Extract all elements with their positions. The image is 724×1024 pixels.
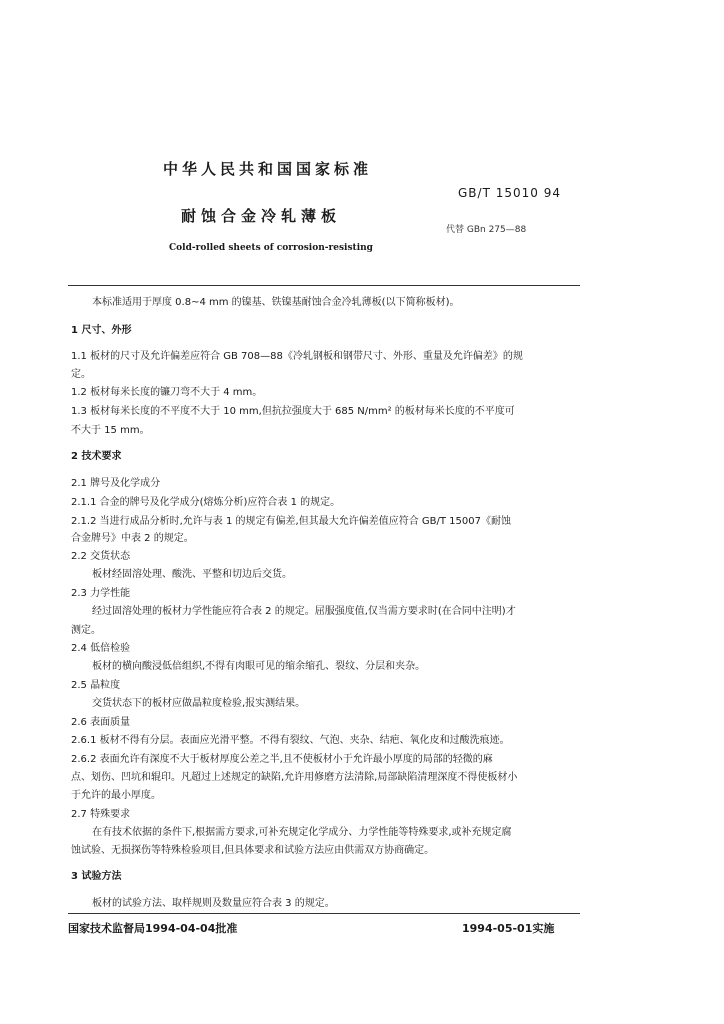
- issuing-body-title: 中华人民共和国国家标准: [163, 160, 373, 178]
- clause-2-6-2-line3: 于允许的最小厚度。: [71, 790, 161, 801]
- clause-1-1-line2: 定。: [71, 369, 91, 380]
- clause-2-6: 2.6 表面质量: [71, 717, 131, 728]
- clause-2-1-1: 2.1.1 合金的牌号及化学成分(熔炼分析)应符合表 1 的规定。: [71, 497, 341, 508]
- section-3-text: 板材的试验方法、取样规则及数量应符合表 3 的规定。: [92, 898, 335, 909]
- clause-2-5: 2.5 晶粒度: [71, 680, 121, 691]
- footer-divider: [68, 913, 580, 914]
- clause-2-7-text-line1: 在有技术依据的条件下,根据需方要求,可补充规定化学成分、力学性能等特殊要求,或补充规定腐: [92, 827, 512, 838]
- section-1-heading: 1 尺寸、外形: [71, 325, 132, 336]
- replaces-standard: 代替 GBn 275—88: [446, 225, 527, 235]
- clause-2-6-1: 2.6.1 板材不得有分层。表面应光滑平整。不得有裂纹、气泡、夹杂、结疤、氧化皮和过酸洗痕迹。: [71, 735, 510, 746]
- clause-2-3-text-line2: 测定。: [71, 625, 101, 636]
- clause-2-4: 2.4 低倍检验: [71, 643, 131, 654]
- clause-2-7: 2.7 特殊要求: [71, 809, 131, 820]
- clause-2-6-2-line2: 点、划伤、凹坑和辊印。凡超过上述规定的缺陷,允许用修磨方法清除,局部缺陷清理深度不得使板材小: [71, 772, 518, 783]
- section-2-heading: 2 技术要求: [71, 451, 122, 462]
- clause-2-1-2-line1: 2.1.2 当进行成品分析时,允许与表 1 的规定有偏差,但其最大允许偏差值应符合 GB/T 15007《耐蚀: [71, 516, 511, 527]
- clause-2-7-text-line2: 蚀试验、无损探伤等特殊检验项目,但具体要求和试验方法应由供需双方协商确定。: [71, 845, 435, 856]
- clause-2-2-text: 板材经固溶处理、酸洗、平整和切边后交货。: [92, 569, 292, 580]
- clause-2-1-2-line2: 合金牌号》中表 2 的规定。: [71, 533, 194, 544]
- clause-2-3: 2.3 力学性能: [71, 588, 131, 599]
- clause-2-2: 2.2 交货状态: [71, 551, 131, 562]
- approval-line: 国家技术监督局1994-04-04批准: [68, 922, 238, 935]
- effective-date: 1994-05-01实施: [462, 922, 555, 935]
- header-divider: [68, 285, 580, 286]
- clause-2-4-text: 板材的横向酸浸低倍组织,不得有肉眼可见的缩余缩孔、裂纹、分层和夹杂。: [92, 661, 426, 672]
- clause-1-2: 1.2 板材每米长度的镰刀弯不大于 4 mm。: [71, 387, 263, 398]
- clause-2-3-text-line1: 经过固溶处理的板材力学性能应符合表 2 的规定。屈服强度值,仅当需方要求时(在合同中注明)才: [92, 606, 516, 617]
- clause-1-3-line1: 1.3 板材每米长度的不平度不大于 10 mm,但抗拉强度大于 685 N/mm² 的板材每米长度的不平度可: [71, 406, 515, 417]
- clause-1-1-line1: 1.1 板材的尺寸及允许偏差应符合 GB 708—88《冷轧钢板和钢带尺寸、外形、重量及允许偏差》的规: [71, 351, 523, 362]
- section-3-heading: 3 试验方法: [71, 871, 122, 882]
- document-title: 耐蚀合金冷轧薄板: [181, 207, 342, 225]
- clause-2-1: 2.1 牌号及化学成分: [71, 478, 161, 489]
- clause-2-6-2-line1: 2.6.2 表面允许有深度不大于板材厚度公差之半,且不使板材小于允许最小厚度的局部的轻微的麻: [71, 754, 493, 765]
- clause-2-5-text: 交货状态下的板材应做晶粒度检验,报实测结果。: [92, 698, 306, 709]
- standard-number: GB/T 15010 94: [458, 186, 561, 200]
- clause-1-3-line2: 不大于 15 mm。: [71, 425, 150, 436]
- intro-paragraph: 本标准适用于厚度 0.8~4 mm 的镍基、铁镍基耐蚀合金冷轧薄板(以下简称板材)。: [92, 297, 460, 308]
- document-title-english: Cold-rolled sheets of corrosion-resisting: [169, 243, 373, 253]
